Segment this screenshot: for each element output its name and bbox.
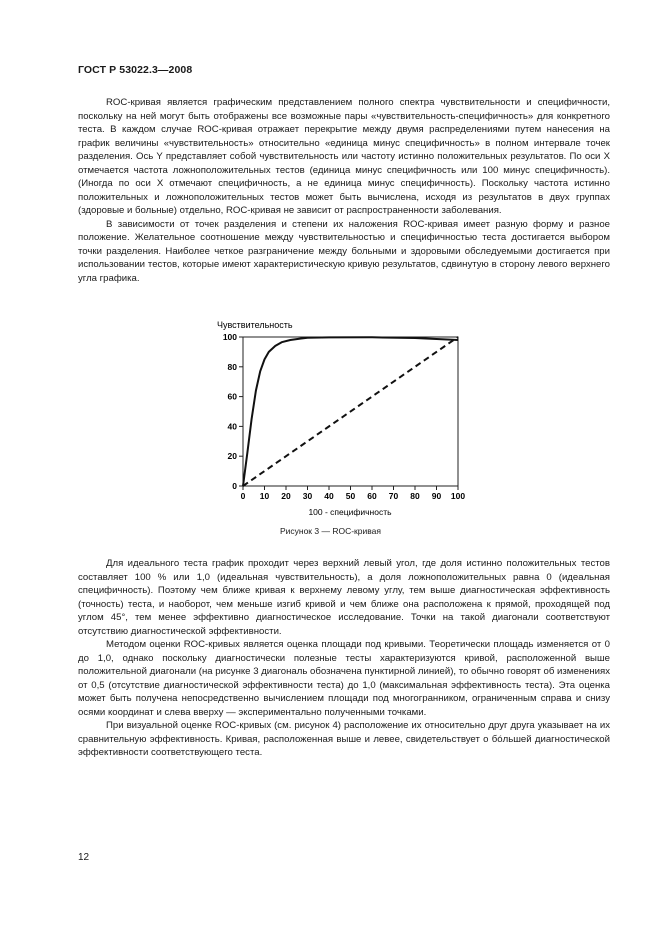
x-tick-label: 10 [259,491,270,501]
page-number: 12 [78,852,90,863]
diagonal-line [243,337,458,486]
x-axis-label: 100 - специфичность [308,507,392,517]
plot-area [223,332,466,501]
y-tick-label: 0 [232,481,237,491]
x-tick-label: 20 [281,491,291,501]
x-tick-label: 30 [302,491,313,501]
x-tick-label: 50 [345,491,356,501]
x-tick-label: 0 [240,491,246,501]
y-axis-label: Чувствительность [217,320,293,330]
paragraph: Методом оценки ROC-кривых является оценка площади под кривыми. Теоретически площадь изменяется от 0 до 1,0, однако поскольку диагностически полезные тесты характеризуются кривой, расположенной выше положительной диагонали (на рисунке 3 диагональ обозначена пунктирной линией), то обычно говорят об изменениях от 0,5 (отсутствие диагностической эффективности теста) до 1,0 (максимальная эффективность теста). Эта оценка может быть получена непосредственно вычислением площади под многогранником, ограниченным справа и снизу осями координат и слева вверху — экспериментально полученными точками. [78,639,610,718]
body-text-bottom [78,557,610,760]
x-tick-label: 40 [324,491,334,501]
body-text-top [78,96,610,285]
y-tick-label: 40 [227,421,237,432]
x-tick-label: 70 [388,491,399,501]
figure-caption: Рисунок 3 — ROC-кривая [279,526,382,536]
paragraph: При визуальной оценке ROC-кривых (см. рисунок 4) расположение их относительно друг друга указывает на их сравнительную эффективность. Кривая, расположенная выше и левее, свидетельствует о бóльшей диагностической эффективности соответствующего теста. [78,720,610,758]
y-tick-label: 80 [227,361,237,372]
x-tick-label: 100 [450,491,466,501]
paragraph: Для идеального теста график проходит через верхний левый угол, где доля истинно положительных тестов составляет 100 % или 1,0 (идеальная чувствительность), а доля ложноположительных равна 0 (идеальная специфичность). Поэтому чем ближе кривая к верхнему левому углу, тем выше диагностическая эффективность (точность) теста, и наоборот, чем меньше изгиб кривой и чем ближе она расположена к прямой, проходящей под углом 45°, тем менее эффективно диагностическое исследование. Точки на такой диагонали соответствуют отсутствию диагностической эффективности. [78,558,610,637]
roc-chart [215,316,477,520]
x-tick-label: 90 [431,491,442,501]
y-tick-label: 100 [222,332,237,342]
x-tick-label: 80 [410,491,420,501]
paragraph: В зависимости от точек разделения и степени их наложения ROC-кривая имеет разную форму и разное положение. Желательное соотношение между чувствительностью и специфичностью теста достигается выбором точки разделения. Наиболее четкое разграничение между больными и здоровыми обследуемыми достигается при использовании тестов, которые имеют характеристическую кривую результатов, сдвинутую в сторону левого верхнего угла графика. [78,218,610,284]
x-tick-label: 60 [367,491,377,501]
document-header: ГОСТ Р 53022.3—2008 [78,64,193,76]
paragraph: ROC-кривая является графическим представлением полного спектра чувствительности и специфичности, поскольку на ней могут быть отображены все возможные пары «чувствительность-специфичность» для конкретного теста. В каждом случае ROC-кривая отражает перекрытие между двумя распределениями путем нанесения на график величины «чувствительность» относительно «единица минус специфичность» в полном интервале точек разделения. Ось Y представляет собой чувствительность или частоту истинно положительных результатов. По оси X отмечается частота ложноположительных тестов (единица минус специфичность или 100 минус специфичность). (Иногда по оси X отмечают специфичность, а не единица минус специфичность). Поскольку частота истинно положительных и ложноположительных тестов может быть вычислена, исходя из результатов в двух группах (здоровые и больные) отдельно, ROC-кривая не зависит от распространенности заболевания. [78,97,610,216]
y-tick-label: 20 [227,451,237,462]
y-tick-label: 60 [227,391,237,402]
